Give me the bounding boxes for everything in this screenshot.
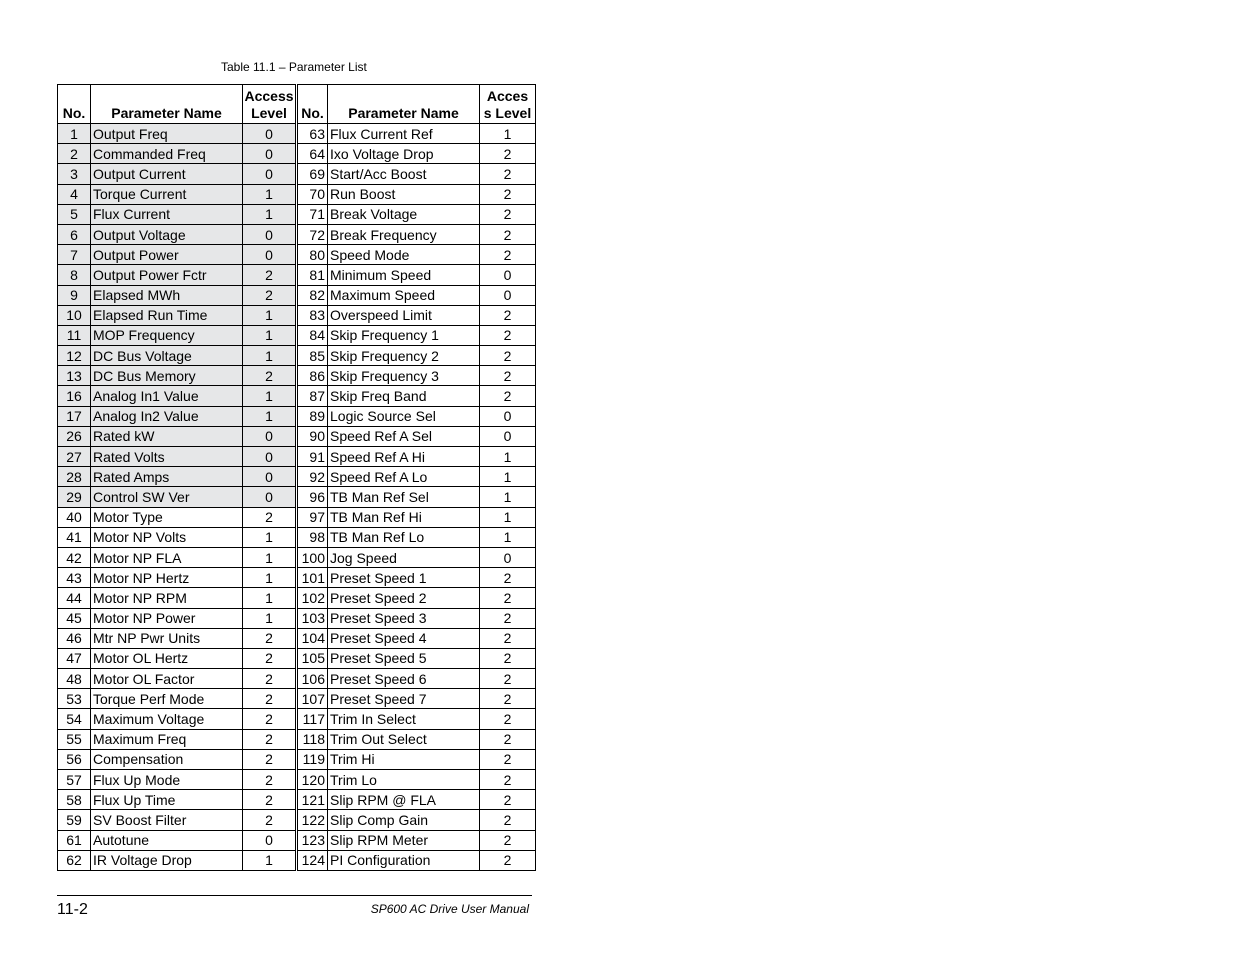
param-number-left: 2 (58, 144, 91, 164)
access-level-left: 0 (243, 447, 297, 467)
access-level-left: 2 (243, 669, 297, 689)
table-body (58, 124, 536, 871)
param-name-right: Minimum Speed (328, 265, 480, 285)
param-number-left: 58 (58, 790, 91, 810)
access-level-left: 0 (243, 124, 297, 144)
param-name-left: Elapsed Run Time (91, 305, 243, 325)
param-number-right: 90 (297, 426, 328, 446)
param-number-right: 104 (297, 628, 328, 648)
table-row (58, 588, 536, 608)
access-level-left: 2 (243, 366, 297, 386)
param-name-right: Preset Speed 6 (328, 669, 480, 689)
access-level-right: 1 (480, 487, 536, 507)
param-name-left: Compensation (91, 749, 243, 769)
param-number-left: 28 (58, 467, 91, 487)
param-name-left: Motor NP Power (91, 608, 243, 628)
param-number-left: 8 (58, 265, 91, 285)
param-name-left: Maximum Freq (91, 729, 243, 749)
param-number-right: 106 (297, 669, 328, 689)
access-level-left: 1 (243, 527, 297, 547)
param-name-left: IR Voltage Drop (91, 850, 243, 870)
param-name-left: Output Power Fctr (91, 265, 243, 285)
table-row (58, 648, 536, 668)
param-number-left: 59 (58, 810, 91, 830)
access-level-right: 2 (480, 770, 536, 790)
param-number-right: 105 (297, 648, 328, 668)
table-row (58, 547, 536, 567)
table-row (58, 850, 536, 870)
table-row (58, 224, 536, 244)
param-name-right: Trim Lo (328, 770, 480, 790)
param-number-right: 123 (297, 830, 328, 850)
param-name-left: Motor Type (91, 507, 243, 527)
param-number-left: 56 (58, 749, 91, 769)
param-number-right: 81 (297, 265, 328, 285)
param-name-right: Preset Speed 1 (328, 568, 480, 588)
param-name-left: Motor NP Hertz (91, 568, 243, 588)
param-name-right: Speed Ref A Lo (328, 467, 480, 487)
access-level-right: 0 (480, 547, 536, 567)
param-name-left: Analog In2 Value (91, 406, 243, 426)
param-number-right: 80 (297, 245, 328, 265)
param-name-left: DC Bus Voltage (91, 346, 243, 366)
param-name-left: Motor NP FLA (91, 547, 243, 567)
header-access-right-line2: s Level (483, 105, 532, 121)
access-level-left: 0 (243, 426, 297, 446)
param-name-right: Preset Speed 3 (328, 608, 480, 628)
param-number-right: 87 (297, 386, 328, 406)
param-number-left: 61 (58, 830, 91, 850)
access-level-right: 2 (480, 144, 536, 164)
access-level-right: 2 (480, 366, 536, 386)
param-name-right: Speed Ref A Sel (328, 426, 480, 446)
param-name-left: Autotune (91, 830, 243, 850)
param-name-right: Slip RPM Meter (328, 830, 480, 850)
param-number-right: 72 (297, 224, 328, 244)
param-name-left: Flux Up Mode (91, 770, 243, 790)
table-row (58, 245, 536, 265)
param-number-left: 7 (58, 245, 91, 265)
header-access-left (243, 85, 297, 124)
param-name-left: Rated Amps (91, 467, 243, 487)
param-number-left: 3 (58, 164, 91, 184)
table-row (58, 467, 536, 487)
table-row (58, 325, 536, 345)
table-row (58, 265, 536, 285)
param-number-left: 41 (58, 527, 91, 547)
param-number-right: 89 (297, 406, 328, 426)
param-name-left: Output Power (91, 245, 243, 265)
table-row (58, 830, 536, 850)
param-name-right: Trim Hi (328, 749, 480, 769)
access-level-left: 2 (243, 285, 297, 305)
param-name-left: Rated kW (91, 426, 243, 446)
table-row (58, 810, 536, 830)
param-name-left: Rated Volts (91, 447, 243, 467)
param-number-right: 102 (297, 588, 328, 608)
param-name-right: Speed Ref A Hi (328, 447, 480, 467)
table-row (58, 568, 536, 588)
access-level-left: 1 (243, 386, 297, 406)
table-row (58, 144, 536, 164)
param-number-left: 53 (58, 689, 91, 709)
access-level-left: 0 (243, 487, 297, 507)
param-name-left: Motor OL Factor (91, 669, 243, 689)
table-row (58, 426, 536, 446)
access-level-right: 2 (480, 346, 536, 366)
param-number-left: 46 (58, 628, 91, 648)
table-row (58, 447, 536, 467)
access-level-left: 1 (243, 204, 297, 224)
access-level-right: 2 (480, 588, 536, 608)
param-name-right: Preset Speed 5 (328, 648, 480, 668)
access-level-left: 0 (243, 164, 297, 184)
param-number-left: 17 (58, 406, 91, 426)
access-level-right: 0 (480, 265, 536, 285)
parameter-table (57, 84, 536, 871)
header-name-left: Parameter Name (91, 85, 243, 124)
param-name-left: DC Bus Memory (91, 366, 243, 386)
table-row (58, 689, 536, 709)
header-access-right (480, 85, 536, 124)
table-row (58, 406, 536, 426)
access-level-right: 2 (480, 245, 536, 265)
table-caption: Table 11.1 – Parameter List (221, 60, 367, 74)
param-name-right: Skip Frequency 1 (328, 325, 480, 345)
param-number-left: 4 (58, 184, 91, 204)
access-level-left: 2 (243, 507, 297, 527)
access-level-left: 0 (243, 224, 297, 244)
param-number-right: 103 (297, 608, 328, 628)
table-row (58, 386, 536, 406)
param-name-right: Ixo Voltage Drop (328, 144, 480, 164)
param-number-left: 11 (58, 325, 91, 345)
param-name-left: Output Voltage (91, 224, 243, 244)
table-row (58, 709, 536, 729)
param-name-left: Mtr NP Pwr Units (91, 628, 243, 648)
param-name-right: Break Frequency (328, 224, 480, 244)
param-number-left: 62 (58, 850, 91, 870)
param-name-right: Maximum Speed (328, 285, 480, 305)
param-number-right: 97 (297, 507, 328, 527)
table-row (58, 770, 536, 790)
access-level-left: 1 (243, 346, 297, 366)
param-number-left: 13 (58, 366, 91, 386)
page-number: 11-2 (57, 901, 88, 918)
param-name-right: Break Voltage (328, 204, 480, 224)
param-name-right: Flux Current Ref (328, 124, 480, 144)
param-name-right: Overspeed Limit (328, 305, 480, 325)
table-header-row (58, 85, 536, 124)
param-name-left: Commanded Freq (91, 144, 243, 164)
access-level-right: 1 (480, 467, 536, 487)
param-name-right: Start/Acc Boost (328, 164, 480, 184)
param-name-right: Slip Comp Gain (328, 810, 480, 830)
access-level-left: 2 (243, 628, 297, 648)
param-number-left: 10 (58, 305, 91, 325)
table-row (58, 366, 536, 386)
param-number-left: 29 (58, 487, 91, 507)
header-access-left-line1: Access (244, 88, 294, 104)
access-level-left: 1 (243, 568, 297, 588)
param-number-right: 92 (297, 467, 328, 487)
access-level-right: 1 (480, 124, 536, 144)
access-level-right: 2 (480, 729, 536, 749)
param-name-left: Flux Current (91, 204, 243, 224)
param-name-right: TB Man Ref Sel (328, 487, 480, 507)
access-level-right: 0 (480, 285, 536, 305)
param-number-right: 124 (297, 850, 328, 870)
param-number-left: 1 (58, 124, 91, 144)
access-level-right: 2 (480, 790, 536, 810)
param-number-left: 43 (58, 568, 91, 588)
access-level-left: 1 (243, 325, 297, 345)
param-number-right: 71 (297, 204, 328, 224)
param-number-right: 120 (297, 770, 328, 790)
param-number-right: 96 (297, 487, 328, 507)
table-row (58, 608, 536, 628)
param-name-right: TB Man Ref Hi (328, 507, 480, 527)
access-level-right: 2 (480, 689, 536, 709)
access-level-right: 2 (480, 204, 536, 224)
table-row (58, 305, 536, 325)
access-level-right: 2 (480, 628, 536, 648)
param-number-right: 118 (297, 729, 328, 749)
access-level-right: 2 (480, 325, 536, 345)
param-name-right: Preset Speed 7 (328, 689, 480, 709)
access-level-right: 2 (480, 184, 536, 204)
param-number-right: 117 (297, 709, 328, 729)
param-name-right: Logic Source Sel (328, 406, 480, 426)
param-number-left: 27 (58, 447, 91, 467)
param-number-left: 44 (58, 588, 91, 608)
table-row (58, 527, 536, 547)
param-name-right: Preset Speed 4 (328, 628, 480, 648)
param-name-left: Output Current (91, 164, 243, 184)
access-level-right: 2 (480, 830, 536, 850)
param-number-right: 91 (297, 447, 328, 467)
param-number-left: 6 (58, 224, 91, 244)
access-level-right: 2 (480, 810, 536, 830)
table-row (58, 628, 536, 648)
param-name-left: Torque Perf Mode (91, 689, 243, 709)
param-number-left: 9 (58, 285, 91, 305)
access-level-left: 1 (243, 850, 297, 870)
table-row (58, 507, 536, 527)
param-number-right: 70 (297, 184, 328, 204)
param-name-left: Flux Up Time (91, 790, 243, 810)
footer-divider (57, 895, 532, 896)
table-row (58, 124, 536, 144)
access-level-left: 1 (243, 608, 297, 628)
param-name-right: PI Configuration (328, 850, 480, 870)
table-row (58, 790, 536, 810)
access-level-right: 2 (480, 386, 536, 406)
access-level-left: 0 (243, 467, 297, 487)
param-number-left: 48 (58, 669, 91, 689)
access-level-left: 2 (243, 770, 297, 790)
param-number-right: 100 (297, 547, 328, 567)
access-level-right: 2 (480, 224, 536, 244)
param-name-right: Skip Frequency 2 (328, 346, 480, 366)
access-level-left: 0 (243, 245, 297, 265)
param-name-right: Trim Out Select (328, 729, 480, 749)
param-name-right: Skip Frequency 3 (328, 366, 480, 386)
manual-title: SP600 AC Drive User Manual (370, 902, 529, 916)
access-level-left: 0 (243, 144, 297, 164)
param-name-right: Preset Speed 2 (328, 588, 480, 608)
param-number-right: 122 (297, 810, 328, 830)
param-number-left: 40 (58, 507, 91, 527)
param-number-right: 64 (297, 144, 328, 164)
access-level-right: 2 (480, 305, 536, 325)
param-number-left: 55 (58, 729, 91, 749)
param-number-right: 107 (297, 689, 328, 709)
param-number-left: 26 (58, 426, 91, 446)
param-number-left: 16 (58, 386, 91, 406)
param-name-right: Trim In Select (328, 709, 480, 729)
table-row (58, 729, 536, 749)
param-number-right: 121 (297, 790, 328, 810)
param-number-left: 42 (58, 547, 91, 567)
table-row (58, 749, 536, 769)
header-no-left: No. (58, 85, 91, 124)
access-level-right: 2 (480, 709, 536, 729)
access-level-left: 2 (243, 790, 297, 810)
table-row (58, 184, 536, 204)
param-number-left: 5 (58, 204, 91, 224)
table-row (58, 669, 536, 689)
param-name-right: Jog Speed (328, 547, 480, 567)
param-number-left: 12 (58, 346, 91, 366)
access-level-left: 2 (243, 709, 297, 729)
access-level-left: 1 (243, 547, 297, 567)
access-level-right: 0 (480, 426, 536, 446)
access-level-right: 2 (480, 850, 536, 870)
param-name-right: TB Man Ref Lo (328, 527, 480, 547)
header-access-right-line1: Acces (486, 88, 529, 104)
table-row (58, 346, 536, 366)
access-level-right: 2 (480, 568, 536, 588)
access-level-right: 1 (480, 447, 536, 467)
param-name-left: Maximum Voltage (91, 709, 243, 729)
access-level-right: 0 (480, 406, 536, 426)
param-number-left: 47 (58, 648, 91, 668)
access-level-left: 2 (243, 265, 297, 285)
access-level-right: 2 (480, 608, 536, 628)
access-level-left: 1 (243, 588, 297, 608)
access-level-right: 1 (480, 507, 536, 527)
header-name-right: Parameter Name (328, 85, 480, 124)
param-name-left: Torque Current (91, 184, 243, 204)
access-level-left: 1 (243, 305, 297, 325)
table-row (58, 164, 536, 184)
param-number-left: 54 (58, 709, 91, 729)
param-number-right: 69 (297, 164, 328, 184)
access-level-left: 2 (243, 729, 297, 749)
param-name-left: Motor NP Volts (91, 527, 243, 547)
param-name-left: MOP Frequency (91, 325, 243, 345)
access-level-left: 1 (243, 184, 297, 204)
param-number-left: 57 (58, 770, 91, 790)
param-number-right: 84 (297, 325, 328, 345)
param-name-right: Run Boost (328, 184, 480, 204)
param-name-left: Elapsed MWh (91, 285, 243, 305)
table-row (58, 204, 536, 224)
access-level-left: 2 (243, 648, 297, 668)
param-number-right: 98 (297, 527, 328, 547)
access-level-right: 1 (480, 527, 536, 547)
param-number-right: 119 (297, 749, 328, 769)
param-name-left: Output Freq (91, 124, 243, 144)
access-level-left: 1 (243, 406, 297, 426)
param-name-right: Skip Freq Band (328, 386, 480, 406)
param-number-right: 85 (297, 346, 328, 366)
param-name-left: Motor OL Hertz (91, 648, 243, 668)
table-row (58, 285, 536, 305)
access-level-left: 0 (243, 830, 297, 850)
header-access-left-line2: Level (251, 105, 287, 121)
header-no-right: No. (297, 85, 328, 124)
param-name-left: Control SW Ver (91, 487, 243, 507)
access-level-right: 2 (480, 164, 536, 184)
access-level-left: 2 (243, 749, 297, 769)
access-level-right: 2 (480, 648, 536, 668)
access-level-right: 2 (480, 669, 536, 689)
param-name-left: Analog In1 Value (91, 386, 243, 406)
param-number-right: 63 (297, 124, 328, 144)
param-name-left: SV Boost Filter (91, 810, 243, 830)
param-name-right: Speed Mode (328, 245, 480, 265)
access-level-left: 2 (243, 810, 297, 830)
param-name-right: Slip RPM @ FLA (328, 790, 480, 810)
param-number-left: 45 (58, 608, 91, 628)
param-number-right: 101 (297, 568, 328, 588)
access-level-left: 2 (243, 689, 297, 709)
param-number-right: 83 (297, 305, 328, 325)
param-number-right: 86 (297, 366, 328, 386)
param-number-right: 82 (297, 285, 328, 305)
param-name-left: Motor NP RPM (91, 588, 243, 608)
access-level-right: 2 (480, 749, 536, 769)
table-row (58, 487, 536, 507)
